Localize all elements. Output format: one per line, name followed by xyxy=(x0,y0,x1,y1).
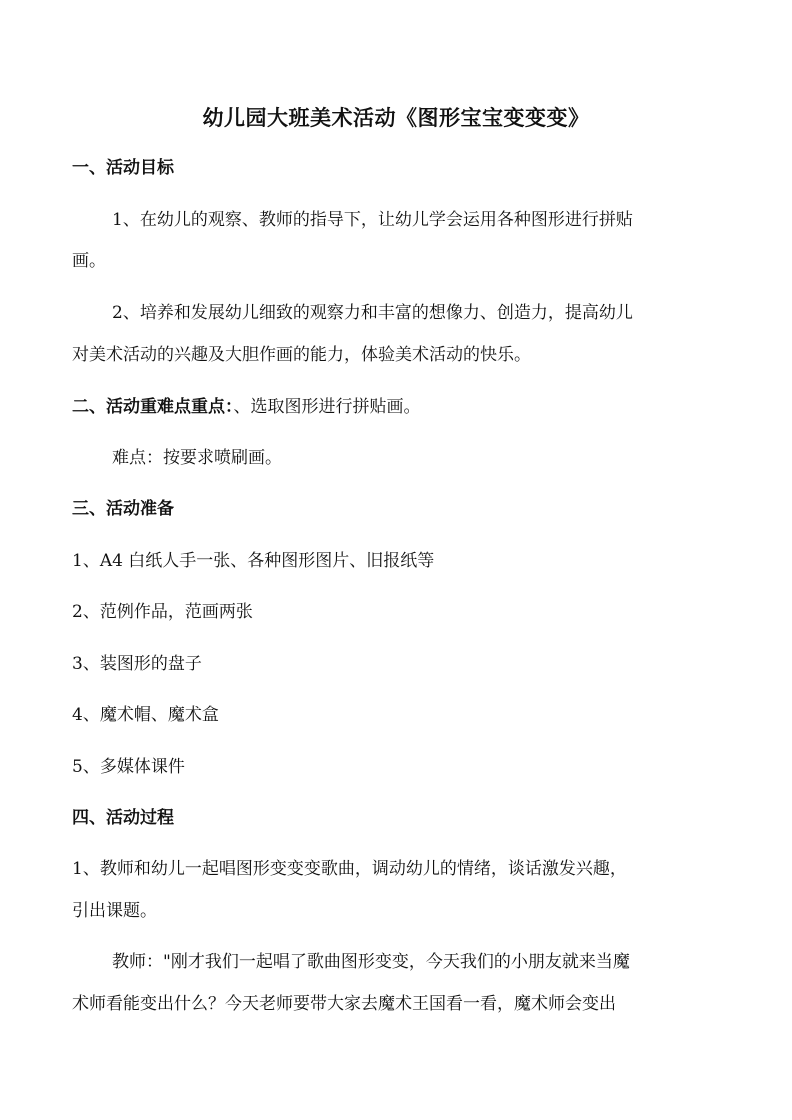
section-heading-process: 四、活动过程 xyxy=(72,808,174,828)
preparation-item-2: 2、范例作品，范画两张 xyxy=(72,602,253,622)
goal-2-line-1: 2、培养和发展幼儿细致的观察力和丰富的想像力、创造力，提高幼儿 xyxy=(112,303,633,323)
goal-2-line-2: 对美术活动的兴趣及大胆作画的能力，体验美术活动的快乐。 xyxy=(72,345,531,365)
difficulty-line: 难点：按要求喷刷画。 xyxy=(112,448,282,468)
preparation-item-4: 4、魔术帽、魔术盒 xyxy=(72,705,219,725)
section-heading-goals: 一、活动目标 xyxy=(72,158,174,178)
key-points-heading: 二、活动重难点重点： xyxy=(72,397,234,417)
section-heading-preparation: 三、活动准备 xyxy=(72,499,174,519)
key-points-text: 、选取图形进行拼贴画。 xyxy=(233,397,421,417)
goal-1-line-1: 1、在幼儿的观察、教师的指导下，让幼儿学会运用各种图形进行拼贴 xyxy=(112,210,633,230)
process-1-line-2: 引出课题。 xyxy=(72,901,157,921)
process-2-line-1: 教师："刚才我们一起唱了歌曲图形变变，今天我们的小朋友就来当魔 xyxy=(112,952,630,972)
document-title: 幼儿园大班美术活动《图形宝宝变变变》 xyxy=(202,106,590,130)
goal-1-line-2: 画。 xyxy=(72,251,106,271)
preparation-item-1: 1、A4 白纸人手一张、各种图形图片、旧报纸等 xyxy=(72,551,435,571)
preparation-item-3: 3、装图形的盘子 xyxy=(72,654,202,674)
process-2-line-2: 术师看能变出什么？今天老师要带大家去魔术王国看一看，魔术师会变出 xyxy=(72,994,616,1014)
preparation-item-5: 5、多媒体课件 xyxy=(72,757,185,777)
process-1-line-1: 1、教师和幼儿一起唱图形变变变歌曲，调动幼儿的情绪，谈话激发兴趣， xyxy=(72,859,627,879)
section-heading-key-points xyxy=(72,395,722,419)
